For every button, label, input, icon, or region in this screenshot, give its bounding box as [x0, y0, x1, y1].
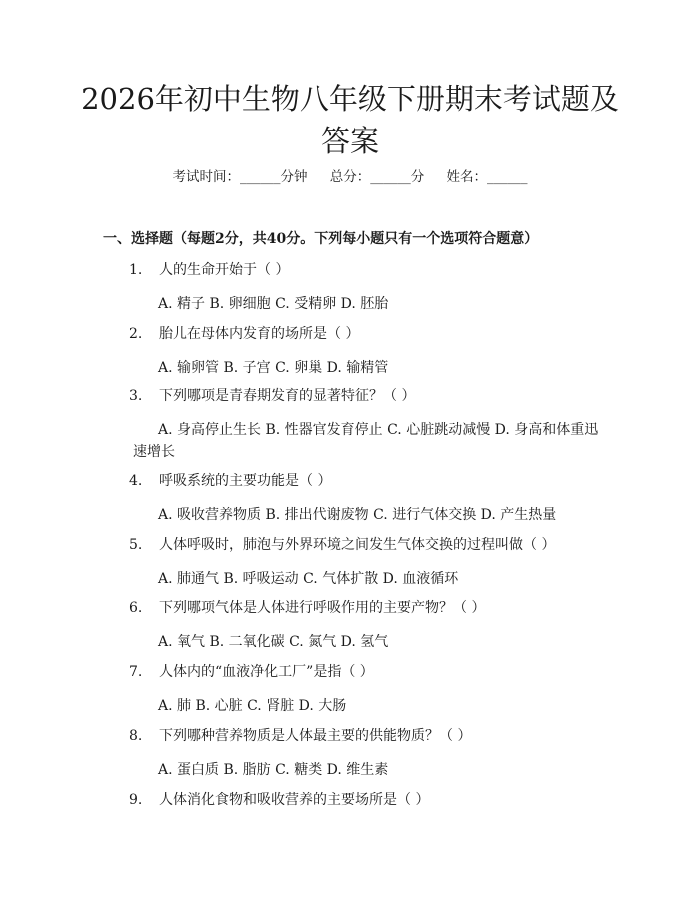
question-text: 人体内的“血液净化工厂”是指（ ） — [159, 664, 374, 680]
question-line — [129, 470, 331, 492]
question-number: 9. — [129, 792, 143, 808]
question-number: 6. — [129, 600, 143, 616]
question-text: 下列哪种营养物质是人体最主要的供能物质？（ ） — [159, 728, 472, 744]
question-number: 5. — [129, 537, 143, 553]
question-options: A. 肺 B. 心脏 C. 肾脏 D. 大肠 — [158, 698, 347, 714]
question-text: 下列哪项是青春期发育的显著特征？（ ） — [159, 388, 416, 404]
question-line — [129, 323, 359, 345]
question-number: 1. — [129, 262, 143, 278]
question-text: 人的生命开始于（ ） — [159, 262, 290, 278]
question-text: 人体呼吸时，肺泡与外界环境之间发生气体交换的过程叫做（ ） — [159, 537, 556, 553]
question-text: 下列哪项气体是人体进行呼吸作用的主要产物？（ ） — [159, 600, 486, 616]
question-options: A. 吸收营养物质 B. 排出代谢废物 C. 进行气体交换 D. 产生热量 — [158, 507, 557, 523]
student-name-field: 姓名：______ — [446, 169, 528, 185]
question-line — [129, 534, 555, 556]
question-line — [129, 385, 415, 407]
total-score-field: 总分：______分 — [329, 169, 425, 185]
question-line — [129, 725, 471, 747]
question-options: A. 精子 B. 卵细胞 C. 受精卵 D. 胚胎 — [158, 296, 389, 312]
exam-info-line — [0, 167, 700, 187]
question-options: A. 身高停止生长 B. 性器官发育停止 C. 心脏跳动减慢 D. 身高和体重迅速增长 — [133, 422, 599, 460]
question-number: 7. — [129, 664, 143, 680]
question-text: 呼吸系统的主要功能是（ ） — [159, 473, 332, 489]
question-options: A. 肺通气 B. 呼吸运动 C. 气体扩散 D. 血液循环 — [158, 571, 459, 587]
question-text: 人体消化食物和吸收营养的主要场所是（ ） — [159, 792, 430, 808]
page-title: 2026年初中生物八年级下册期末考试题及答案 — [81, 82, 619, 158]
question-options: A. 氧气 B. 二氧化碳 C. 氮气 D. 氢气 — [158, 634, 389, 650]
question-line — [129, 259, 289, 281]
question-line — [129, 661, 374, 683]
question-line — [129, 789, 429, 811]
question-number: 8. — [129, 728, 143, 744]
question-line — [129, 597, 485, 619]
exam-time-field: 考试时间：______分钟 — [172, 169, 308, 185]
question-options: A. 蛋白质 B. 脂肪 C. 糖类 D. 维生素 — [158, 762, 389, 778]
question-number: 4. — [129, 473, 143, 489]
question-number: 3. — [129, 388, 143, 404]
section-heading: 一、选择题（每题2分，共40分。下列每小题只有一个选项符合题意） — [103, 231, 539, 247]
question-options: A. 输卵管 B. 子宫 C. 卵巢 D. 输精管 — [158, 360, 389, 376]
question-number: 2. — [129, 326, 143, 342]
question-text: 胎儿在母体内发育的场所是（ ） — [159, 326, 360, 342]
